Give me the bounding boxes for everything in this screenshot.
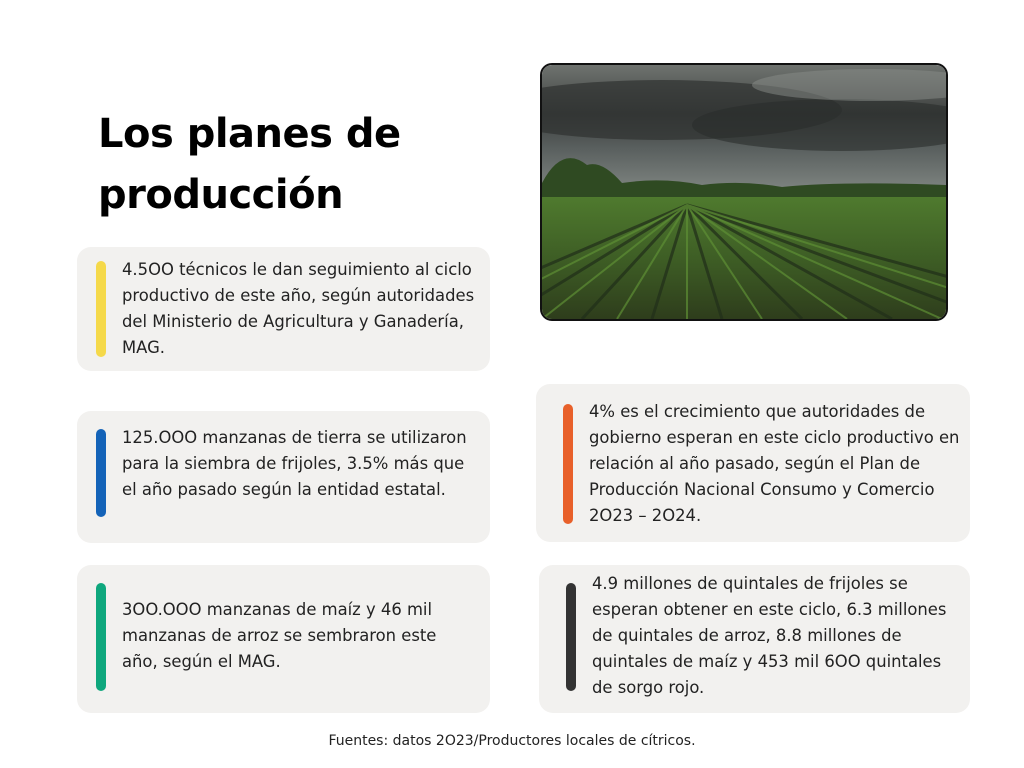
card-text: 4.5OO técnicos le dan seguimiento al ciclo productivo de este año, según autoridades del Ministerio de Agricultura y Ganadería, MAG. <box>122 260 475 357</box>
card-quintals <box>539 565 970 713</box>
crop-field-photo <box>540 63 948 321</box>
page-title: Los planes de producción <box>98 111 401 218</box>
accent-bar <box>566 583 576 691</box>
accent-bar <box>563 404 573 524</box>
card-bean-land <box>77 411 490 543</box>
accent-bar <box>96 583 106 691</box>
card-text: 3OO.OOO manzanas de maíz y 46 mil manzanas de arroz se sembraron este año, según el MAG. <box>122 600 437 671</box>
accent-bar <box>96 261 106 357</box>
sources-note: Fuentes: datos 2O23/Productores locales de cítricos. <box>328 733 696 749</box>
card-text: 4% es el crecimiento que autoridades de gobierno esperan en este ciclo productivo en relación al año pasado, según el Plan de Producción Nacional Consumo y Comercio 2O23 – 2O24. <box>589 402 960 525</box>
card-text: 125.OOO manzanas de tierra se utilizaron para la siembra de frijoles, 3.5% más que el año pasado según la entidad estatal. <box>122 428 467 499</box>
accent-bar <box>96 429 106 517</box>
card-corn-rice <box>77 565 490 713</box>
card-text: 4.9 millones de quintales de frijoles se esperan obtener en este ciclo, 6.3 millones de quintales de arroz, 8.8 millones de quintales de maíz y 453 mil 6OO quintales de sorgo rojo. <box>592 574 947 697</box>
card-growth <box>536 384 970 542</box>
crop-field-storm-icon <box>542 65 946 319</box>
card-technicians <box>77 247 490 371</box>
